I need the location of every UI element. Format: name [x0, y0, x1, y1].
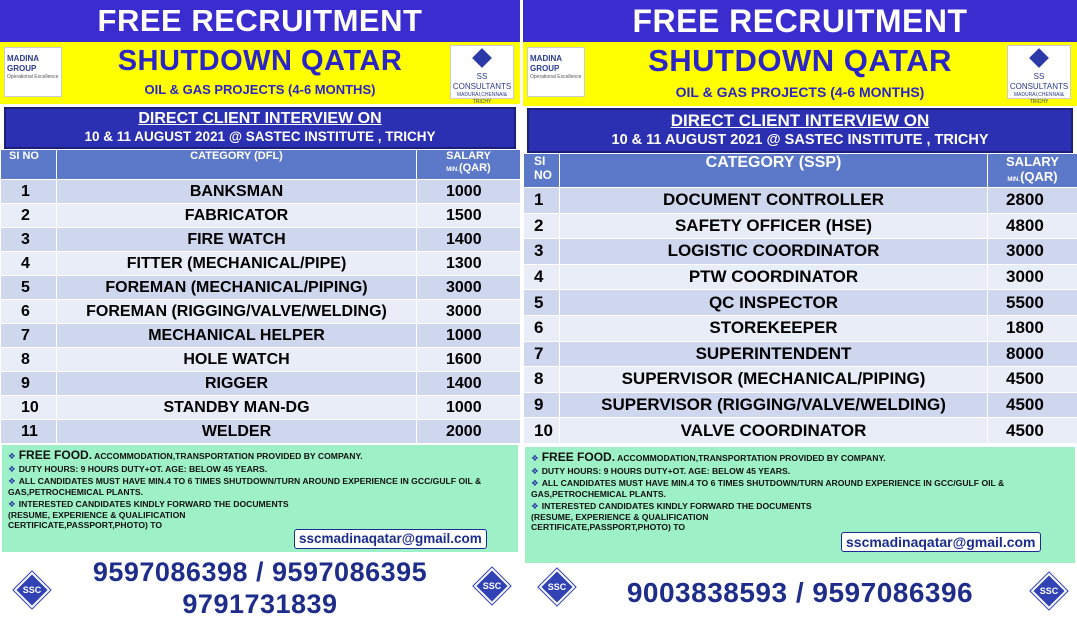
- salary-unit: (QAR): [1020, 169, 1058, 184]
- note-duty: [531, 466, 1067, 477]
- column-header-category: CATEGORY (DFL): [57, 150, 417, 180]
- row-category: MECHANICAL HELPER: [57, 324, 417, 348]
- logo-locations: MADURAI,CHENNAI& TRICHY: [1013, 92, 1065, 105]
- row-number: 2: [524, 213, 560, 239]
- ss-consultants-logo: [1007, 45, 1071, 105]
- row-number: 5: [524, 290, 560, 316]
- row-number: 7: [524, 341, 560, 367]
- table-row: [1, 252, 521, 276]
- table-row: [1, 180, 521, 204]
- table-row: [524, 290, 1077, 316]
- duty-text: DUTY HOURS: 9 HOURS DUTY+OT. AGE: BELOW 45 YEARS.: [541, 465, 791, 476]
- notes-box: [2, 445, 518, 552]
- headline: SHUTDOWN QATAR: [648, 43, 952, 78]
- row-salary: 1000: [417, 180, 521, 204]
- logo-locations: MADURAI,CHENNAI& TRICHY: [456, 92, 508, 105]
- accommodation-text: ACCOMMODATION,TRANSPORTATION PROVIDED BY COMPANY.: [617, 453, 886, 463]
- subheadline: OIL & GAS PROJECTS (4-6 MONTHS): [675, 84, 925, 100]
- row-number: 4: [524, 264, 560, 290]
- row-category: FITTER (MECHANICAL/PIPE): [57, 252, 417, 276]
- interview-details: 10 & 11 AUGUST 2021 @ SASTEC INSTITUTE , TRICHY: [611, 132, 989, 148]
- row-number: 5: [1, 276, 57, 300]
- free-food-text: FREE FOOD.: [18, 448, 93, 462]
- headline: SHUTDOWN QATAR: [117, 45, 403, 77]
- table-row: [1, 420, 521, 444]
- diamond-bullet-icon: ❖: [531, 478, 539, 488]
- row-category: HOLE WATCH: [57, 348, 417, 372]
- ssc-logo-icon: SSC: [14, 572, 50, 608]
- diamond-bullet-icon: ❖: [8, 463, 16, 474]
- logo-name: SS CONSULTANTS: [452, 72, 512, 91]
- diamond-bullet-icon: ❖: [8, 499, 16, 509]
- table-body: [524, 188, 1077, 444]
- note-experience: [8, 476, 510, 497]
- table-row: [524, 315, 1077, 341]
- table-row: [1, 372, 521, 396]
- header-band: [0, 42, 520, 104]
- row-category: WELDER: [57, 420, 417, 444]
- table-row: [524, 418, 1077, 444]
- ssc-logo-icon: SSC: [1031, 573, 1067, 609]
- row-salary: 1000: [417, 324, 521, 348]
- logo-name: SS CONSULTANTS: [1009, 72, 1069, 91]
- row-number: 11: [1, 420, 57, 444]
- duty-text: DUTY HOURS: 9 HOURS DUTY+OT. AGE: BELOW 45 YEARS.: [18, 463, 268, 474]
- row-category: STANDBY MAN-DG: [57, 396, 417, 420]
- experience-text: ALL CANDIDATES MUST HAVE MIN.4 TO 6 TIMES SHUTDOWN/TURN AROUND EXPERIENCE IN GCC/GULF OIL & GAS,PETROCHEMICAL PLANTS.: [531, 478, 1005, 499]
- ss-consultants-logo: [450, 45, 514, 105]
- table-header-row: [1, 150, 521, 180]
- note-food: [8, 450, 510, 462]
- note-documents: [8, 499, 294, 531]
- notes-box: [525, 447, 1075, 563]
- row-category: FOREMAN (MECHANICAL/PIPING): [57, 276, 417, 300]
- row-number: 3: [1, 228, 57, 252]
- row-category: SUPERINTENDENT: [560, 341, 988, 367]
- note-food: [531, 452, 1067, 464]
- table-row: [524, 264, 1077, 290]
- column-header-number: SI NO: [1, 150, 57, 180]
- contact-band: [0, 552, 520, 628]
- row-number: 4: [1, 252, 57, 276]
- note-duty: [8, 464, 510, 475]
- logo-tagline: Operational Excellence: [530, 74, 582, 80]
- email-link[interactable]: sscmadinaqatar@gmail.com: [294, 529, 487, 549]
- table-row: [524, 188, 1077, 214]
- row-category: LOGISTIC COORDINATOR: [560, 239, 988, 265]
- row-number: 10: [1, 396, 57, 420]
- email-link[interactable]: sscmadinaqatar@gmail.com: [841, 532, 1041, 552]
- row-category: SUPERVISOR (RIGGING/VALVE/WELDING): [560, 392, 988, 418]
- phone-numbers[interactable]: 9003838593 / 9597086396: [626, 577, 974, 608]
- ssc-logo-icon: SSC: [539, 569, 575, 605]
- row-salary: 1400: [417, 228, 521, 252]
- diamond-bullet-icon: ❖: [8, 451, 16, 461]
- interview-details: 10 & 11 AUGUST 2021 @ SASTEC INSTITUTE , TRICHY: [84, 129, 436, 144]
- row-number: 9: [524, 392, 560, 418]
- documents-text: INTERESTED CANDIDATES KINDLY FORWARD THE DOCUMENTS (RESUME, EXPERIENCE & QUALIFICATION CERTIFICATE,PASSPORT,PHOTO) TO: [531, 501, 812, 532]
- row-salary: 2000: [417, 420, 521, 444]
- row-category: VALVE COORDINATOR: [560, 418, 988, 444]
- row-category: BANKSMAN: [57, 180, 417, 204]
- contact-band: [523, 563, 1077, 628]
- note-documents: [531, 501, 841, 533]
- row-number: 2: [1, 204, 57, 228]
- row-salary: 8000: [988, 341, 1077, 367]
- column-header-number-top: SI: [534, 154, 546, 168]
- logo-name: MADINA GROUP: [530, 54, 562, 73]
- salary-min-label: MIN.: [1007, 177, 1021, 183]
- table-header-row: [524, 154, 1077, 188]
- table-row: [1, 396, 521, 420]
- row-number: 6: [524, 315, 560, 341]
- jobs-table: [523, 153, 1077, 444]
- ss-consultants-emblem-icon: [1029, 48, 1049, 68]
- poster-right: [523, 0, 1077, 628]
- interview-heading: DIRECT CLIENT INTERVIEW ON: [138, 110, 382, 127]
- row-number: 10: [524, 418, 560, 444]
- salary-label: SALARY: [1006, 154, 1059, 169]
- row-salary: 2800: [988, 188, 1077, 214]
- row-salary: 1000: [417, 396, 521, 420]
- row-number: 1: [1, 180, 57, 204]
- diamond-bullet-icon: ❖: [531, 453, 539, 463]
- free-food-text: FREE FOOD.: [541, 450, 616, 464]
- table-body: [1, 180, 521, 444]
- jobs-table: [0, 149, 520, 444]
- table-row: [524, 367, 1077, 393]
- row-number: 1: [524, 188, 560, 214]
- table-row: [524, 392, 1077, 418]
- diamond-bullet-icon: ❖: [531, 465, 539, 476]
- row-category: SAFETY OFFICER (HSE): [560, 213, 988, 239]
- ssc-logo-icon: SSC: [474, 568, 510, 604]
- ss-consultants-emblem-icon: [472, 48, 492, 68]
- diamond-bullet-icon: ❖: [531, 501, 539, 511]
- logo-tagline: Operational Excellence: [7, 74, 59, 80]
- row-salary: 3000: [417, 276, 521, 300]
- table-row: [1, 348, 521, 372]
- column-header-category: CATEGORY (SSP): [560, 154, 988, 188]
- experience-text: ALL CANDIDATES MUST HAVE MIN.4 TO 6 TIMES SHUTDOWN/TURN AROUND EXPERIENCE IN GCC/GULF OIL & GAS,PETROCHEMICAL PLANTS.: [8, 476, 482, 497]
- row-salary: 4800: [988, 213, 1077, 239]
- salary-min-label: MIN.: [446, 167, 459, 173]
- column-header-number-bottom: NO: [534, 168, 552, 182]
- row-category: FIRE WATCH: [57, 228, 417, 252]
- row-category: FABRICATOR: [57, 204, 417, 228]
- documents-text: INTERESTED CANDIDATES KINDLY FORWARD THE DOCUMENTS (RESUME, EXPERIENCE & QUALIFICATION CERTIFICATE,PASSPORT,PHOTO) TO: [8, 499, 289, 530]
- header-band: [523, 42, 1077, 106]
- row-category: PTW COORDINATOR: [560, 264, 988, 290]
- row-salary: 3000: [988, 239, 1077, 265]
- row-salary: 5500: [988, 290, 1077, 316]
- row-category: QC INSPECTOR: [560, 290, 988, 316]
- row-number: 6: [1, 300, 57, 324]
- row-category: FOREMAN (RIGGING/VALVE/WELDING): [57, 300, 417, 324]
- table-row: [1, 228, 521, 252]
- recruitment-title: FREE RECRUITMENT: [523, 0, 1077, 42]
- accommodation-text: ACCOMMODATION,TRANSPORTATION PROVIDED BY COMPANY.: [94, 451, 363, 461]
- subheadline: OIL & GAS PROJECTS (4-6 MONTHS): [144, 82, 376, 97]
- table-row: [1, 276, 521, 300]
- poster-left: [0, 0, 520, 628]
- row-number: 9: [1, 372, 57, 396]
- row-salary: 1800: [988, 315, 1077, 341]
- note-experience: [531, 478, 1067, 499]
- row-salary: 3000: [988, 264, 1077, 290]
- logo-name: MADINA GROUP: [7, 54, 39, 73]
- interview-heading: DIRECT CLIENT INTERVIEW ON: [670, 111, 930, 130]
- table-row: [1, 324, 521, 348]
- interview-banner: [527, 108, 1073, 153]
- row-salary: 4500: [988, 367, 1077, 393]
- row-salary: 1500: [417, 204, 521, 228]
- recruitment-title: FREE RECRUITMENT: [0, 0, 520, 42]
- table-row: [1, 300, 521, 324]
- phone-number-alt[interactable]: 9791731839: [182, 589, 338, 619]
- row-number: 3: [524, 239, 560, 265]
- row-number: 8: [1, 348, 57, 372]
- row-number: 7: [1, 324, 57, 348]
- row-category: STOREKEEPER: [560, 315, 988, 341]
- table-row: [524, 239, 1077, 265]
- column-header-salary: [988, 154, 1077, 188]
- row-salary: 4500: [988, 392, 1077, 418]
- row-salary: 1600: [417, 348, 521, 372]
- row-category: DOCUMENT CONTROLLER: [560, 188, 988, 214]
- diamond-bullet-icon: ❖: [8, 476, 16, 486]
- phone-numbers[interactable]: 9597086398 / 9597086395: [92, 557, 428, 587]
- row-salary: 1400: [417, 372, 521, 396]
- salary-label: SALARY: [446, 150, 491, 162]
- row-salary: 1300: [417, 252, 521, 276]
- salary-unit: (QAR): [458, 162, 491, 174]
- row-salary: 3000: [417, 300, 521, 324]
- row-category: RIGGER: [57, 372, 417, 396]
- column-header-number: [524, 154, 560, 188]
- row-number: 8: [524, 367, 560, 393]
- row-category: SUPERVISOR (MECHANICAL/PIPING): [560, 367, 988, 393]
- table-row: [524, 341, 1077, 367]
- table-row: [524, 213, 1077, 239]
- interview-banner: [4, 107, 516, 149]
- table-row: [1, 204, 521, 228]
- row-salary: 4500: [988, 418, 1077, 444]
- column-header-salary: [417, 150, 521, 180]
